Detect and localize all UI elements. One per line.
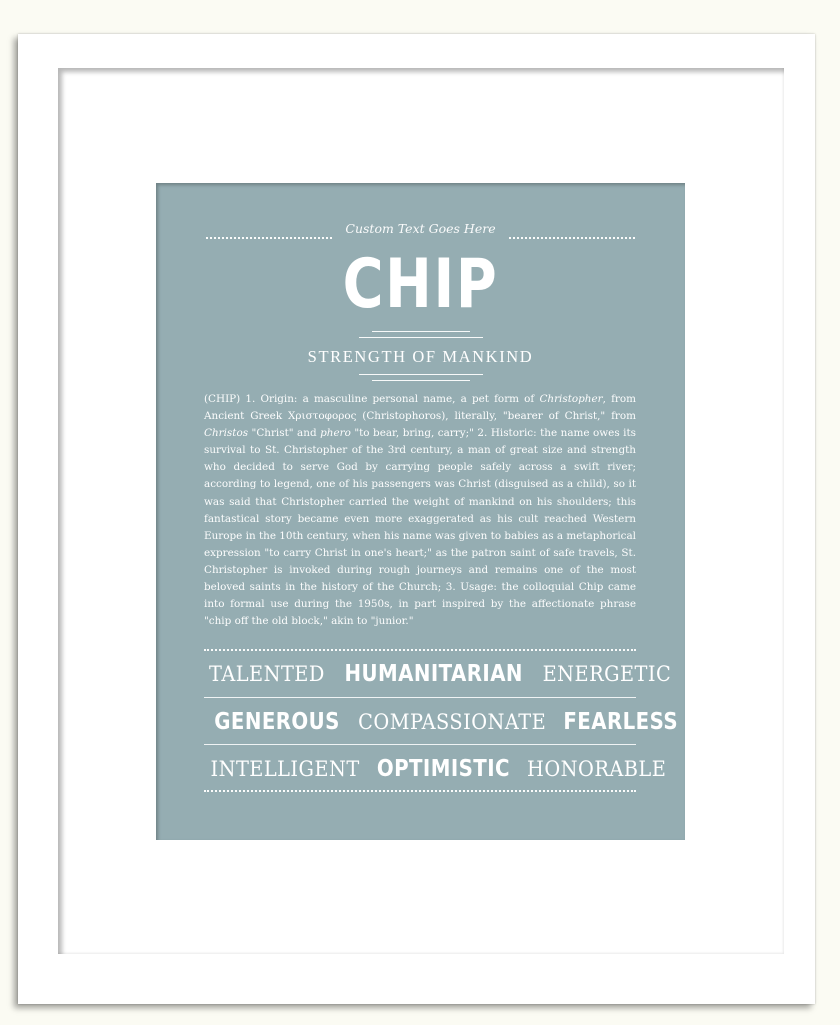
definition-text: , from Ancient Greek Χριστοφορος (Christophoros), literally, "bearer of Christ," from xyxy=(204,393,636,423)
dotted-divider-right xyxy=(509,237,635,239)
dotted-divider-left xyxy=(206,237,332,239)
rule-bottom-1 xyxy=(359,374,483,375)
trait-row xyxy=(204,656,672,692)
trait-word: HONORABLE xyxy=(527,757,667,781)
dotted-divider-traits-top xyxy=(204,649,636,651)
definition-text: "Christ" and xyxy=(248,427,321,440)
definition-italic-term: Christos xyxy=(204,427,249,440)
trait-word: FEARLESS xyxy=(563,709,679,735)
trait-separator xyxy=(204,697,636,698)
name-print xyxy=(156,183,685,840)
definition-text: "to bear, bring, carry;" 2. Historic: the name owes its survival to St. Christopher of the 3rd century, a man of great size and strength who decided to serve God by carrying people safely across a swift river; according to legend, one of his passengers was Christ (disguised as a child), so it was said that Christopher carried the weight of mankind on his shoulders; this fantastical story became even more exaggerated as his cult reached Western Europe in the 10th century, when his name was given to babies as a metaphorical expression "to carry Christ in one's heart;" as the patron saint of safe travels, St. Christopher is invoked during rough journeys and remains one of the most beloved saints in the history of the Church; 3. Usage: the colloquial Chip came into formal use during the 1950s, in part inspired by the affectionate phrase "chip off the old block," akin to "junior." xyxy=(204,427,636,628)
rule-top-2 xyxy=(359,337,483,338)
rule-bottom-2 xyxy=(372,380,470,381)
trait-word: COMPASSIONATE xyxy=(358,710,547,734)
definition-italic-term: phero xyxy=(320,427,351,440)
trait-word: INTELLIGENT xyxy=(210,757,360,781)
name-meaning: STRENGTH OF MANKIND xyxy=(307,347,534,366)
name-definition xyxy=(204,391,636,630)
trait-word: HUMANITARIAN xyxy=(344,661,523,687)
dotted-divider-traits-bottom xyxy=(204,790,636,792)
trait-separator xyxy=(204,744,636,745)
definition-italic-term: Christopher xyxy=(539,393,603,405)
trait-row xyxy=(204,704,679,740)
trait-word: OPTIMISTIC xyxy=(377,756,511,782)
trait-word: ENERGETIC xyxy=(542,662,672,686)
trait-word: GENEROUS xyxy=(214,709,340,735)
trait-row xyxy=(204,751,667,787)
definition-text: (CHIP) 1. Origin: a masculine personal name, a pet form of xyxy=(204,393,540,405)
custom-text-line: Custom Text Goes Here xyxy=(345,221,496,236)
trait-word: TALENTED xyxy=(209,662,325,686)
name-title: CHIP xyxy=(342,245,499,324)
rule-top-1 xyxy=(372,331,470,332)
